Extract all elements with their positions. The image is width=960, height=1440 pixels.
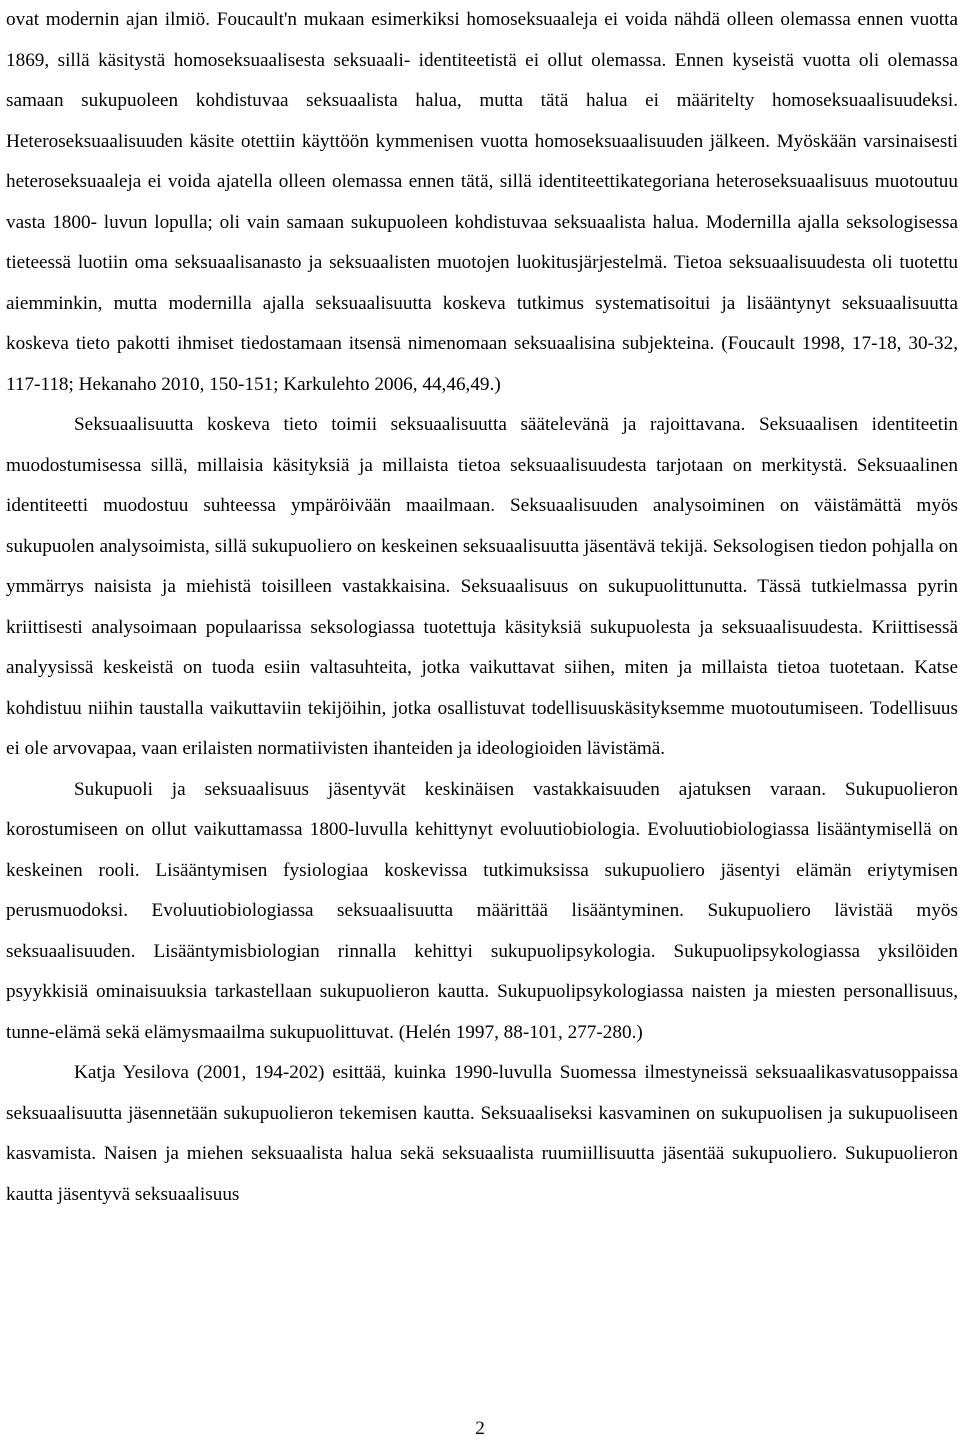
- document-page: [6, 0, 958, 1215]
- paragraph-foucault-modern-sexuality: ovat modernin ajan ilmiö. Foucault'n mukaan esimerkiksi homoseksuaaleja ei voida nähdä olleen olemassa ennen vuotta 1869, sillä käsitystä homoseksuaalisesta seksuaali- identiteetistä ei ollut olemassa. Ennen kyseistä vuotta oli olemassa samaan sukupuoleen kohdistuvaa seksuaalista halua, mutta tätä halua ei määritelty homoseksuaalisuudeksi. Heteroseksuaalisuuden käsite otettiin käyttöön kymmenisen vuotta homoseksuaalisuuden jälkeen. Myöskään varsinaisesti heteroseksuaaleja ei voida ajatella olleen olemassa ennen tätä, sillä identiteettikategoriana heteroseksuaalisuus muotoutuu vasta 1800- luvun lopulla; oli vain samaan sukupuoleen kohdistuvaa seksuaalista halua. Modernilla ajalla seksologisessa tieteessä luotiin oma seksuaalisanasto ja seksuaalisten muotojen luokitusjärjestelmä. Tietoa seksuaalisuudesta oli tuotettu aiemminkin, mutta modernilla ajalla seksuaalisuutta koskeva tutkimus systematisoitui ja lisääntynyt seksuaalisuutta koskeva tieto pakotti ihmiset tiedostamaan itsensä nimenomaan seksuaalisina subjekteina. (Foucault 1998, 17-18, 30-32, 117-118; Hekanaho 2010, 150-151; Karkulehto 2006, 44,46,49.): [6, 9, 958, 395]
- paragraph-yesilova: Katja Yesilova (2001, 194-202) esittää, kuinka 1990-luvulla Suomessa ilmestyneissä seksuaalikasvatusoppaissa seksuaalisuutta jäsennetään sukupuolieron tekemisen kautta. Seksuaaliseksi kasvaminen on sukupuolisen ja sukupuoliseen kasvamista. Naisen ja miehen seksuaalista halua sekä seksuaalista ruumiillisuutta jäsentää sukupuoliero. Sukupuolieron kautta jäsentyvä seksuaalisuus: [6, 1062, 958, 1205]
- page-number: 2: [475, 1418, 485, 1439]
- paragraph-sexual-knowledge: Seksuaalisuutta koskeva tieto toimii seksuaalisuutta säätelevänä ja rajoittavana. Seksuaalisen identiteetin muodostumisessa sillä, millaisia käsityksiä ja millaista tietoa seksuaalisuudesta tarjotaan on merkitystä. Seksuaalinen identiteetti muodostuu suhteessa ympäröivään maailmaan. Seksuaalisuuden analysoiminen on väistämättä myös sukupuolen analysoimista, sillä sukupuoliero on keskeinen seksuaalisuutta jäsentävä tekijä. Seksologisen tiedon pohjalla on ymmärrys naisista ja miehistä toisilleen vastakkaisina. Seksuaalisuus on sukupuolittunutta. Tässä tutkielmassa pyrin kriittisesti analysoimaan populaarissa seksologiassa tuotettuja käsityksiä sukupuolesta ja seksuaalisuudesta. Kriittisessä analyysissä keskeistä on tuoda esiin valtasuhteita, jotka vaikuttavat siihen, miten ja millaista tietoa tuotetaan. Katse kohdistuu niihin taustalla vaikuttaviin tekijöihin, jotka osallistuvat todellisuuskäsityksemme muotoutumiseen. Todellisuus ei ole arvovapaa, vaan erilaisten normatiivisten ihanteiden ja ideologioiden lävistämä.: [6, 414, 958, 759]
- paragraph-gender-and-sexuality: Sukupuoli ja seksuaalisuus jäsentyvät keskinäisen vastakkaisuuden ajatuksen varaan. Sukupuolieron korostumiseen on ollut vaikuttamassa 1800-luvulla kehittynyt evoluutiobiologia. Evoluutiobiologiassa lisääntymisellä on keskeinen rooli. Lisääntymisen fysiologiaa koskevissa tutkimuksissa sukupuoliero jäsentyi elämän eriytymisen perusmuodoksi. Evoluutiobiologiassa seksuaalisuutta määrittää lisääntyminen. Sukupuoliero lävistää myös seksuaalisuuden. Lisääntymisbiologian rinnalla kehittyi sukupuolipsykologia. Sukupuolipsykologiassa yksilöiden psyykkisiä ominaisuuksia tarkastellaan sukupuolieron kautta. Sukupuolipsykologiassa naisten ja miesten personallisuus, tunne-elämä sekä elämysmaailma sukupuolittuvat. (Helén 1997, 88-101, 277-280.): [6, 778, 958, 1043]
